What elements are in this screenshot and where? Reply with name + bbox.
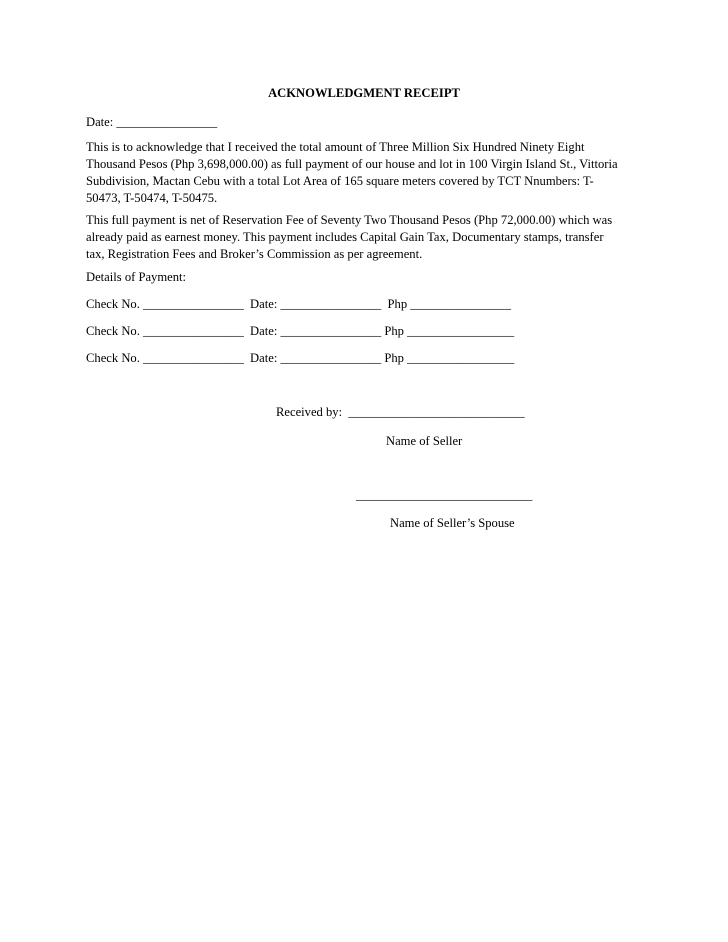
document-title: ACKNOWLEDGMENT RECEIPT (268, 86, 460, 100)
paragraph-line: already paid as earnest money. This payment includes Capital Gain Tax, Documentary stamps, transfer (86, 230, 604, 244)
payment-row: Check No. ________________ Date: ________________ Php _________________ (86, 324, 515, 338)
paragraph-line: 50473, T-50474, T-50475. (86, 191, 218, 205)
paragraph-line: Subdivision, Mactan Cebu with a total Lot Area of 165 square meters covered by TCT Nnumbers: T- (86, 174, 594, 188)
received-by-line: Received by: ____________________________ (276, 405, 525, 419)
details-of-payment-label: Details of Payment: (86, 270, 187, 284)
paragraph-line: tax, Registration Fees and Broker’s Commission as per agreement. (86, 247, 423, 261)
acknowledgment-paragraph (86, 139, 646, 207)
payment-row: Check No. ________________ Date: ________________ Php ________________ (86, 297, 512, 311)
paragraph-line: This full payment is net of Reservation Fee of Seventy Two Thousand Pesos (Php 72,000.00) which was (86, 213, 613, 227)
paragraph-line: This is to acknowledge that I received the total amount of Three Million Six Hundred Ninety Eight (86, 140, 585, 154)
payment-row: Check No. ________________ Date: ________________ Php _________________ (86, 351, 515, 365)
date-line: Date: ________________ (86, 115, 218, 129)
spouse-signature-line: ____________________________ (356, 488, 533, 502)
spouse-name-label: Name of Seller’s Spouse (390, 516, 515, 530)
paragraph-line: Thousand Pesos (Php 3,698,000.00) as full payment of our house and lot in 100 Virgin Island St., Vittoria (86, 157, 618, 171)
payment-terms-paragraph (86, 212, 646, 263)
seller-name-label: Name of Seller (386, 434, 463, 448)
